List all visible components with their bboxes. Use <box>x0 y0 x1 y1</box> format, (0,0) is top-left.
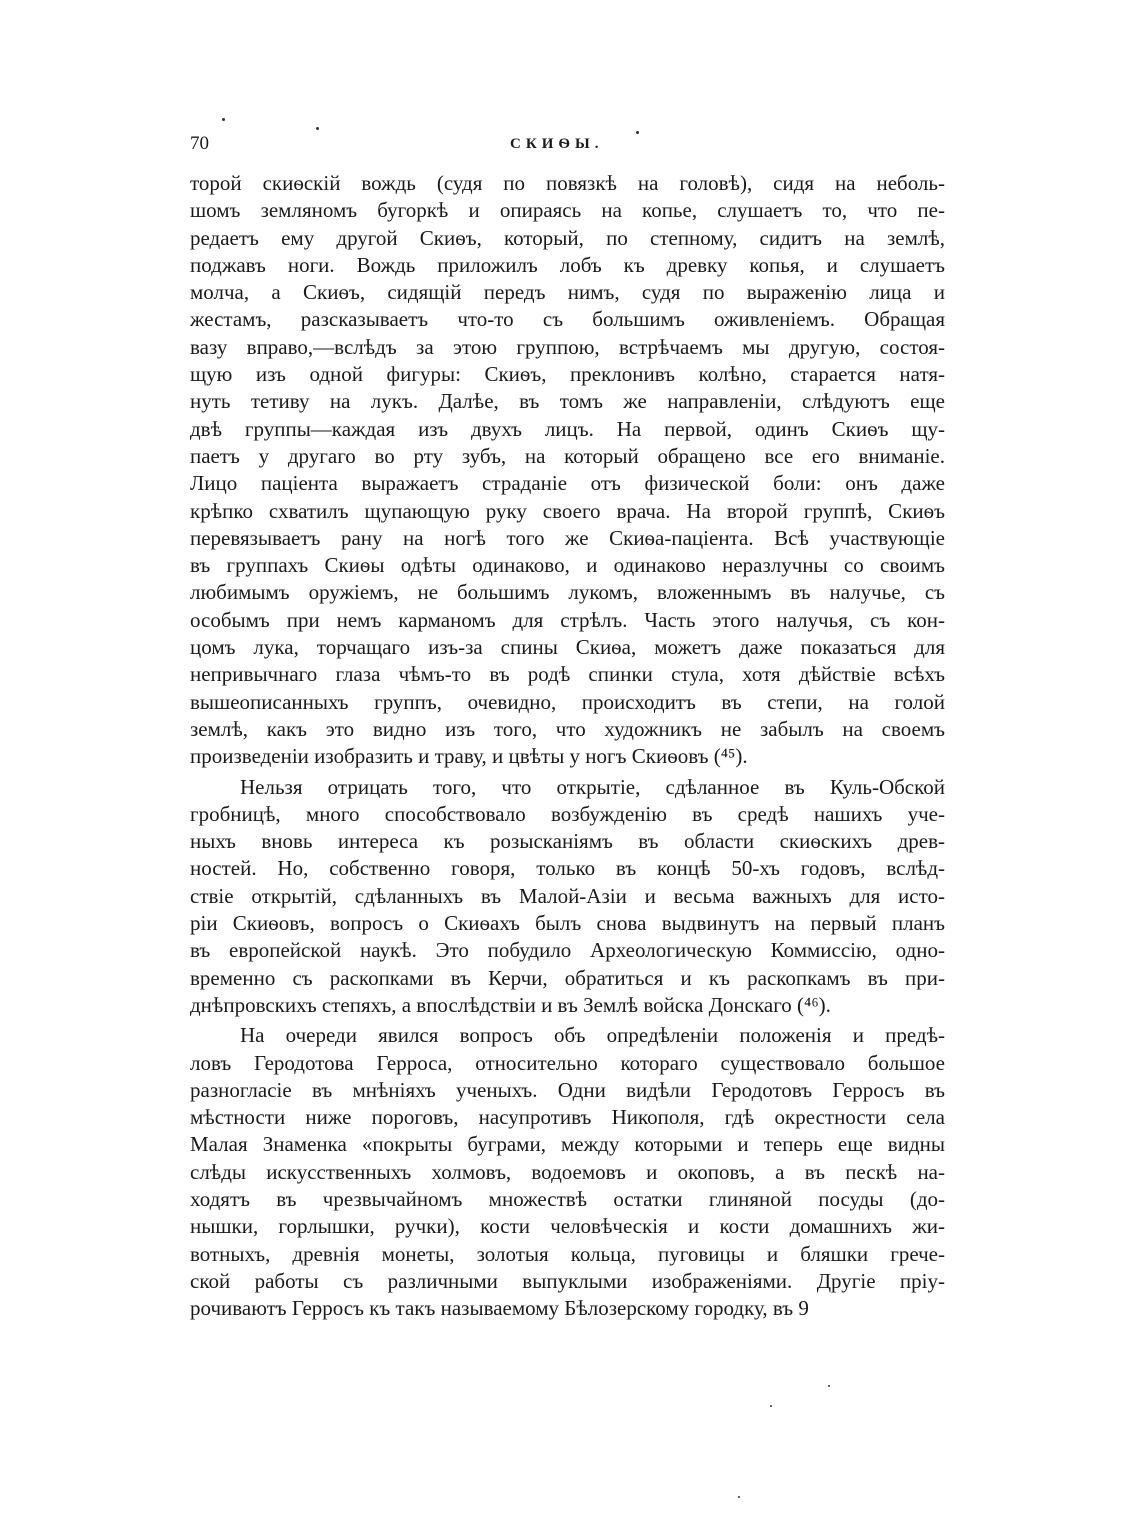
print-speck <box>770 1405 772 1407</box>
text-line: въ европейской наукѣ. Это побудило Археологическую Коммиссію, одно- <box>190 938 945 963</box>
paragraph <box>190 170 945 771</box>
text-line: рочиваютъ Герросъ къ такъ называемому Бѣлозерскому городку, въ 9 <box>190 1296 809 1321</box>
text-line: гробницѣ, много способствовало возбужденію въ средѣ нашихъ уче- <box>190 801 945 826</box>
text-line: шомъ земляномъ бугоркѣ и опираясь на копье, слушаетъ то, что пе- <box>190 198 945 223</box>
text-line: перевязываетъ рану на ногѣ того же Скиѳа-паціента. Всѣ участвующіе <box>190 525 945 550</box>
text-line: нуть тетиву на лукъ. Далѣе, въ томъ же направленіи, слѣдуютъ еще <box>190 389 945 414</box>
body-text <box>190 170 945 1322</box>
print-speck <box>316 127 319 130</box>
text-line: днѣпровскихъ степяхъ, а впослѣдствіи и въ Землѣ войска Донскаго (⁴⁶). <box>190 992 831 1017</box>
text-line: Нельзя отрицать того, что открытіе, сдѣланное въ Куль-Обской <box>240 774 945 799</box>
text-line: вазу вправо,—вслѣдъ за этою группою, встрѣчаемъ мы другую, состоя- <box>190 334 945 359</box>
text-line: временно съ раскопками въ Керчи, обратиться и къ раскопкамъ въ при- <box>190 965 945 990</box>
text-line: землѣ, какъ это видно изъ того, что художникъ не забылъ на своемъ <box>190 716 945 741</box>
text-line: вышеописанныхъ группъ, очевидно, происходитъ въ степи, на голой <box>190 689 945 714</box>
text-line: вотныхъ, древнія монеты, золотыя кольца, пуговицы и бляшки грече- <box>190 1241 945 1266</box>
text-line: ріи Скиѳовъ, вопросъ о Скиѳахъ былъ снова выдвинутъ на первый планъ <box>190 911 945 936</box>
page-number: 70 <box>190 133 209 154</box>
text-line: жестамъ, разсказываетъ что-то съ большимъ оживленіемъ. Обращая <box>190 307 945 332</box>
text-line: ской работы съ различными выпуклыми изображеніями. Другіе пріу- <box>190 1268 945 1293</box>
text-line: паетъ у другаго во рту зубъ, на который обращено все его вниманіе. <box>190 443 945 468</box>
text-line: цомъ лука, торчащаго изъ-за спины Скиѳа, можетъ даже показаться для <box>190 635 945 660</box>
print-speck <box>828 1385 830 1387</box>
print-speck <box>636 131 639 134</box>
running-title: СКИѲЫ. <box>510 136 604 152</box>
text-line: редаетъ ему другой Скиѳъ, который, по степному, сидитъ на землѣ, <box>190 225 945 250</box>
text-line: мѣстности ниже пороговъ, насупротивъ Никополя, гдѣ окрестности села <box>190 1105 945 1130</box>
text-line: ныхъ вновь интереса къ розысканіямъ въ области скиѳскихъ древ- <box>190 829 945 854</box>
text-line: поджавъ ноги. Вождь приложилъ лобъ къ древку копья, и слушаетъ <box>190 252 945 277</box>
text-line: На очереди явился вопросъ объ опредѣленіи положенія и предѣ- <box>240 1023 945 1048</box>
text-line: ствіе открытій, сдѣланныхъ въ Малой-Азіи и весьма важныхъ для исто- <box>190 883 945 908</box>
text-line: ловъ Геродотова Герроса, относительно котораго существовало большое <box>190 1050 945 1075</box>
text-line: непривычнаго глаза чѣмъ-то въ родѣ спинки стула, хотя дѣйствіе всѣхъ <box>190 662 945 687</box>
text-line: въ группахъ Скиѳы одѣты одинаково, и одинаково неразлучны со своимъ <box>190 553 945 578</box>
text-line: любимымъ оружіемъ, не большимъ лукомъ, вложеннымъ въ налучье, съ <box>190 580 945 605</box>
text-line: торой скиѳскій вождь (судя по повязкѣ на головѣ), сидя на неболь- <box>190 171 945 195</box>
text-line: ностей. Но, собственно говоря, только въ концѣ 50-хъ годовъ, вслѣд- <box>190 856 945 881</box>
text-line: слѣды искусственныхъ холмовъ, водоемовъ и окоповъ, а въ пескѣ на- <box>190 1159 945 1184</box>
print-speck <box>738 1496 740 1498</box>
text-line: особымъ при немъ карманомъ для стрѣлъ. Часть этого налучья, съ кон- <box>190 607 945 632</box>
text-line: двѣ группы—каждая изъ двухъ лицъ. На первой, одинъ Скиѳъ щу- <box>190 416 945 441</box>
text-line: молча, а Скиѳъ, сидящій передъ нимъ, судя по выраженію лица и <box>190 280 945 305</box>
text-line: Малая Знаменка «покрыты буграми, между которыми и теперь еще видны <box>190 1132 945 1157</box>
print-speck <box>222 118 225 121</box>
paragraph <box>190 774 945 1020</box>
text-line: нышки, горлышки, ручки), кости человѣческія и кости домашнихъ жи- <box>190 1214 945 1239</box>
text-line: разногласіе въ мнѣніяхъ ученыхъ. Одни видѣли Геродотовъ Герросъ въ <box>190 1077 945 1102</box>
text-line: крѣпко схватилъ щупающую руку своего врача. На второй группѣ, Скиѳъ <box>190 498 945 523</box>
text-line: произведеніи изобразить и траву, и цвѣты у ногъ Скиѳовъ (⁴⁵). <box>190 744 748 769</box>
running-head <box>190 130 945 160</box>
text-line: ходятъ въ чрезвычайномъ множествѣ остатки глиняной посуды (до- <box>190 1186 945 1211</box>
paragraph <box>190 1022 945 1322</box>
text-line: Лицо паціента выражаетъ страданіе отъ физической боли: онъ даже <box>190 471 945 496</box>
text-line: щую изъ одной фигуры: Скиѳъ, преклонивъ колѣно, старается натя- <box>190 362 945 387</box>
